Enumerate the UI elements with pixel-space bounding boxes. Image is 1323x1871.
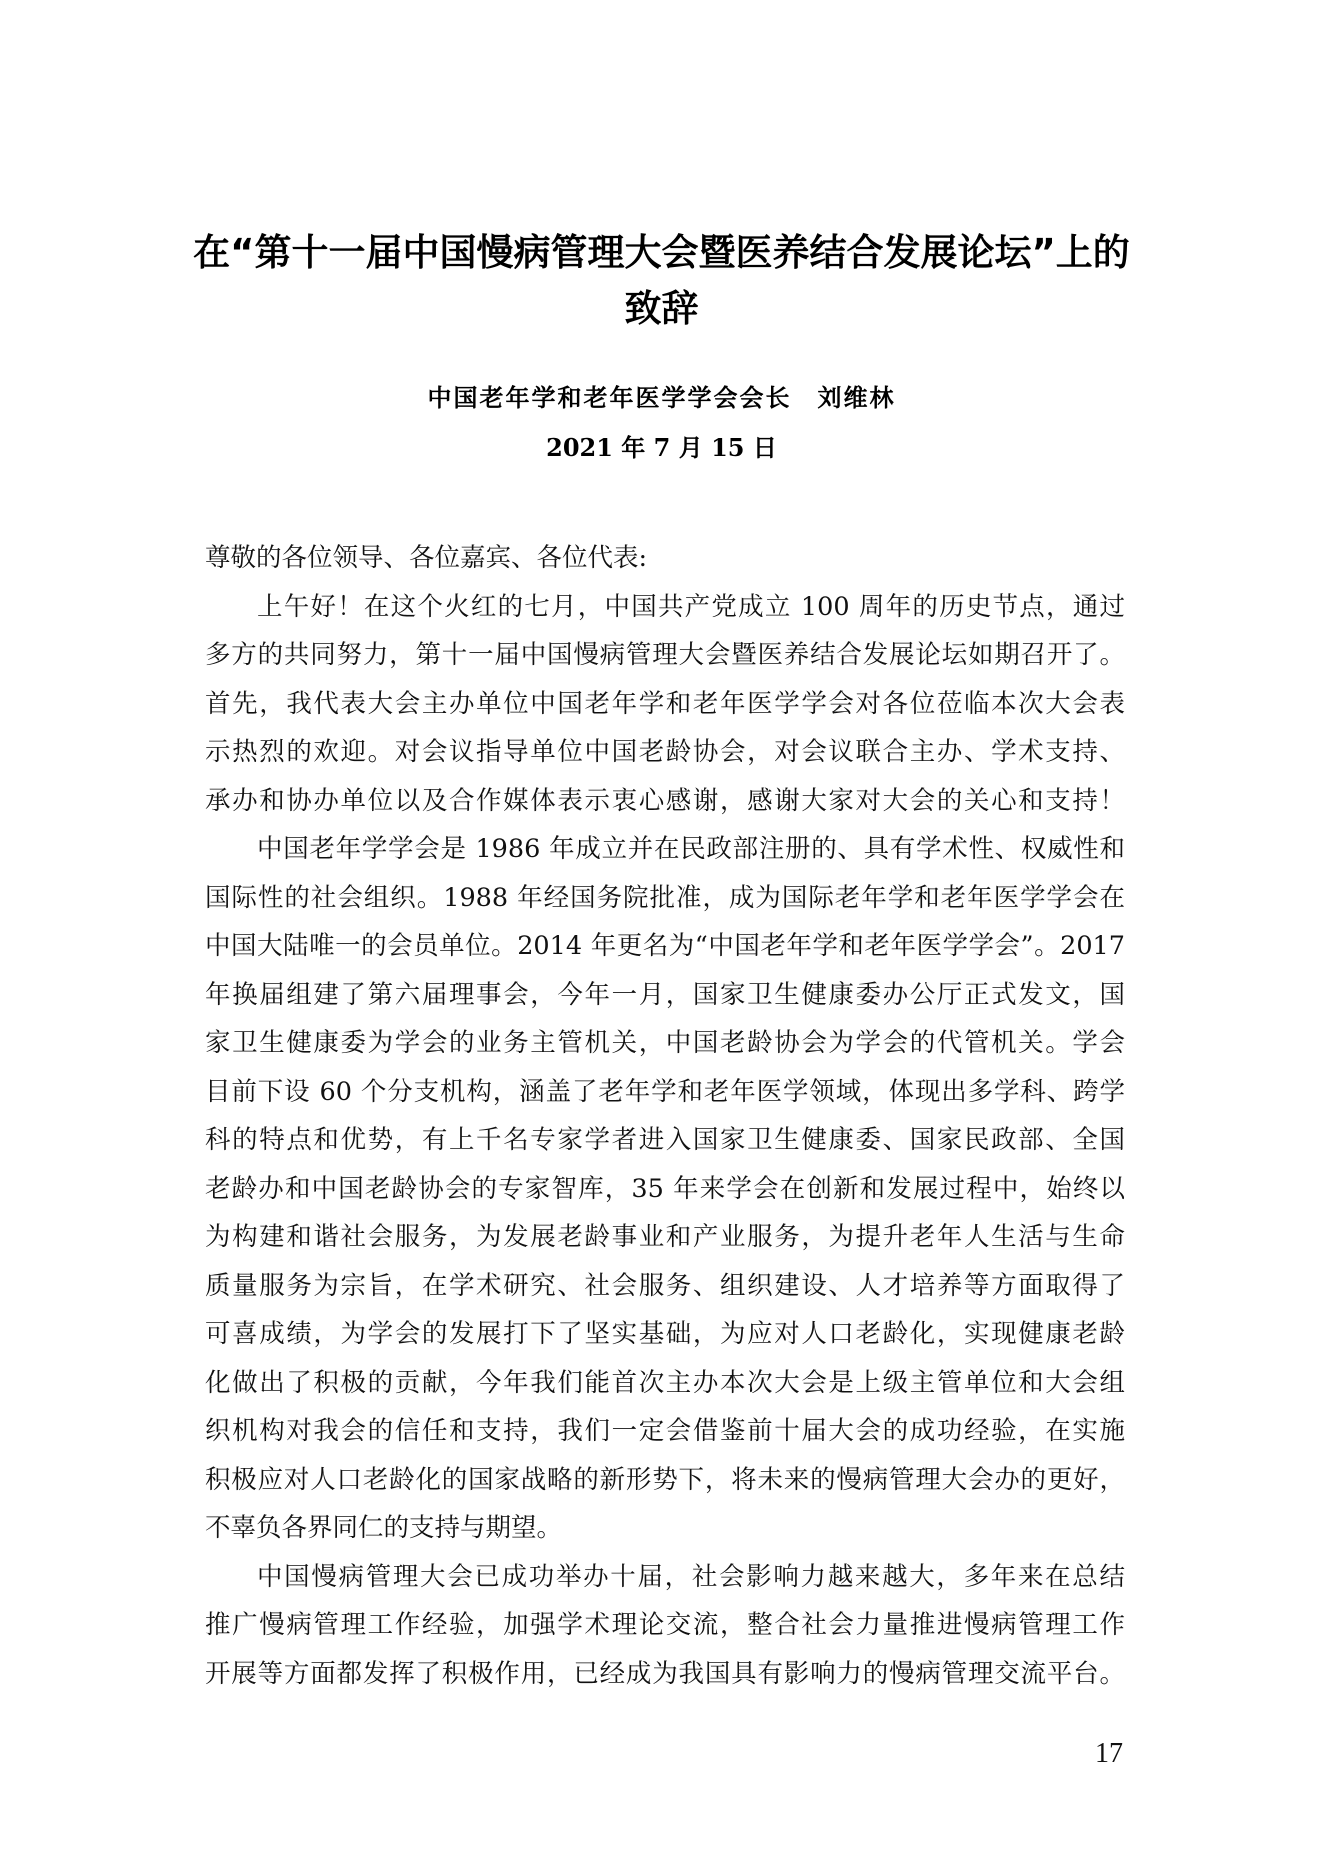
paragraph-2-line: 家卫生健康委为学会的业务主管机关，中国老龄协会为学会的代管机关。学会 [205, 1028, 1125, 1058]
paragraph-2-line: 不辜负各界同仁的支持与期望。 [205, 1513, 563, 1543]
paragraph-1-line: 上午好！在这个火红的七月，中国共产党成立 100 周年的历史节点，通过 [257, 591, 1125, 622]
page-number: 17 [1095, 1738, 1123, 1769]
paragraph-2-line: 织机构对我会的信任和支持，我们一定会借鉴前十届大会的成功经验，在实施 [205, 1416, 1125, 1446]
paragraph-1-line: 承办和协办单位以及合作媒体表示衷心感谢，感谢大家对大会的关心和支持！ [205, 785, 1125, 816]
speech-title-line-2: 致辞 [624, 287, 699, 330]
salutation: 尊敬的各位领导、各位嘉宾、各位代表: [205, 543, 648, 573]
paragraph-2-line: 积极应对人口老龄化的国家战略的新形势下，将未来的慢病管理大会办的更好， [205, 1464, 1125, 1495]
paragraph-2-line: 国际性的社会组织。1988 年经国务院批准，成为国际老年学和老年医学学会在 [205, 882, 1125, 913]
paragraph-2-line: 质量服务为宗旨，在学术研究、社会服务、组织建设、人才培养等方面取得了 [205, 1270, 1125, 1301]
paragraph-2-line: 年换届组建了第六届理事会，今年一月，国家卫生健康委办公厅正式发文，国 [205, 979, 1125, 1010]
paragraph-1-line: 示热烈的欢迎。对会议指导单位中国老龄协会，对会议联合主办、学术支持、 [205, 737, 1125, 767]
paragraph-2-line: 可喜成绩，为学会的发展打下了坚实基础，为应对人口老龄化，实现健康老龄 [205, 1319, 1125, 1349]
paragraph-3-line: 开展等方面都发挥了积极作用，已经成为我国具有影响力的慢病管理交流平台。 [205, 1658, 1125, 1689]
paragraph-2-line: 目前下设 60 个分支机构，涵盖了老年学和老年医学领域，体现出多学科、跨学 [205, 1076, 1125, 1107]
paragraph-2-line: 中国大陆唯一的会员单位。2014 年更名为“中国老年学和老年医学学会”。2017 [205, 931, 1125, 961]
paragraph-1-line: 多方的共同努力，第十一届中国慢病管理大会暨医养结合发展论坛如期召开了。 [205, 640, 1125, 670]
paragraph-2-line: 为构建和谐社会服务，为发展老龄事业和产业服务，为提升老年人生活与生命 [205, 1222, 1125, 1252]
paragraph-2-line: 科的特点和优势，有上千名专家学者进入国家卫生健康委、国家民政部、全国 [205, 1125, 1125, 1155]
paragraph-3-line: 推广慢病管理工作经验，加强学术理论交流，整合社会力量推进慢病管理工作 [205, 1610, 1125, 1640]
speech-title-line-1: 在“第十一届中国慢病管理大会暨医养结合发展论坛”上的 [193, 231, 1130, 274]
speech-body [205, 534, 1125, 1698]
paragraph-2-line: 老龄办和中国老龄协会的专家智库，35 年来学会在创新和发展过程中，始终以 [205, 1173, 1125, 1204]
paragraph-2-line: 化做出了积极的贡献，今年我们能首次主办本次大会是上级主管单位和大会组 [205, 1367, 1125, 1398]
paragraph-1-line: 首先，我代表大会主办单位中国老年学和老年医学学会对各位莅临本次大会表 [205, 688, 1125, 719]
author-line: 中国老年学和老年医学学会会长 刘维林 [427, 383, 896, 412]
speech-date: 2021 年 7 月 15 日 [546, 433, 777, 462]
paragraph-2-line: 中国老年学学会是 1986 年成立并在民政部注册的、具有学术性、权威性和 [257, 834, 1125, 864]
paragraph-3-line: 中国慢病管理大会已成功举办十届，社会影响力越来越大，多年来在总结 [257, 1561, 1125, 1592]
